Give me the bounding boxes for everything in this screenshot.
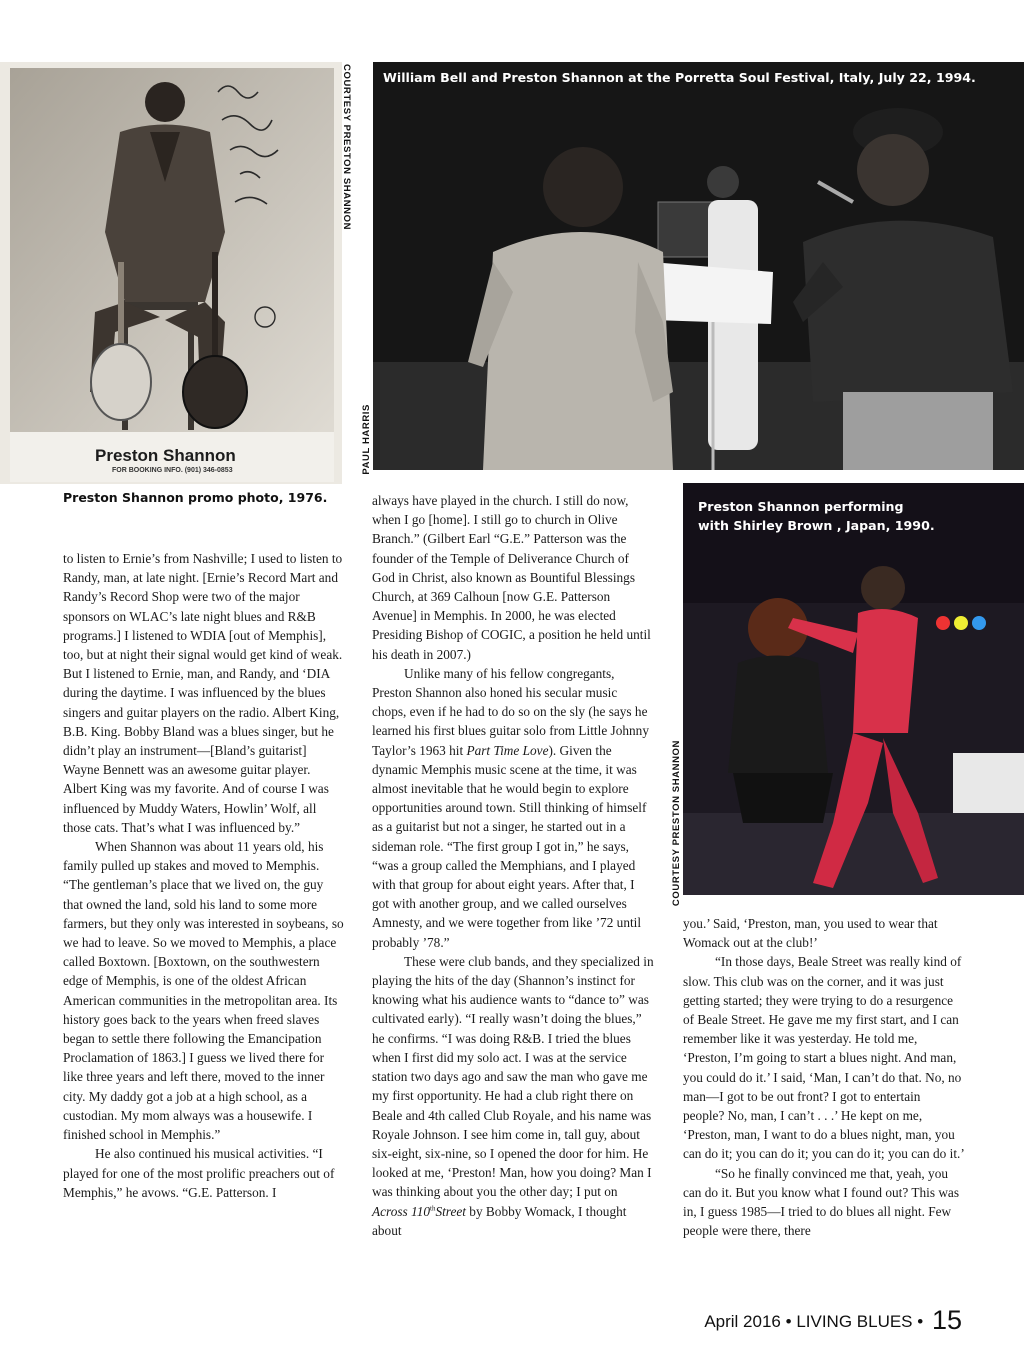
col1-paragraph: When Shannon was about 11 years old, his family pulled up stakes and moved to Memphis. “The gentleman’s place that we lived on, the guy that owned the land, sold his land to some more farmers, but they only was interested in soybeans, so we had to leave. So we moved to Memphis, a place called Boxtown. [Boxtown, on the southwestern edge of Memphis, is one of the oldest African American communities in the metropolitan area. Its history goes back to the years when freed slaves began to settle there following the Emancipation Proclamation of 1863.] I guess we lived there for like three years and left there, moved to the inner city. My daddy got a job at a high school, as a custodian. My mom always was a housewife. I finished school in Memphis.”: [63, 839, 344, 1143]
japan-photo-credit: COURTESY PRESTON SHANNON: [671, 740, 682, 907]
col2-paragraph: always have played in the church. I still do now, when I go [home]. I still go to church in Olive Branch.” (Gilbert Earl “G.E.” Patterson was the founder of the Temple of Deliverance Church of God in Christ, also known as Bountiful Blessings Church, at 369 Calhoun [now G.E. Patterson Avenue] in Memphis. In 2000, he was elected Presiding Bishop of COGIC, a position he held until his death in 2007.): [372, 493, 651, 662]
col1-paragraph: to listen to Ernie’s from Nashville; I used to listen to Randy, man, at late night. [Ernie’s Record Mart and Randy’s Record Shop were two of the major sponsors on WLAC’s late night blues and R&B programs.] I listened to WDIA [out of Memphis], too, but at night their signal would get kind of weak. But I listened to Ernie, man, and Randy, and ‘DIA during the daytime. I was influenced by the blues singers and guitar players on the radio. Albert King, B.B. King. Bobby Bland was a blues singer, but he didn’t play an instrument—[Bland’s guitarist] Wayne Bennett was an awesome guitar player. Albert King was my favorite. And of course I was influenced by Muddy Waters, Howlin’ Wolf, all those cats. That’s what I was influenced by.”: [63, 551, 343, 835]
page-number: 15: [931, 1305, 962, 1335]
col3-paragraph: “So he finally convinced me that, yeah, you can do it. But you know what I found out? This was in, I guess 1985—I tried to do blues all night. Few people were there, there: [683, 1165, 960, 1239]
song-title-across-110th: Across 110: [372, 1203, 430, 1219]
song-title-street: Street: [435, 1203, 466, 1219]
japan-photo-caption-line2: with Shirley Brown , Japan, 1990.: [698, 518, 935, 533]
song-title-part-time-love: Part Time Love: [466, 742, 549, 758]
japan-photo: [683, 483, 1024, 895]
issue-date: April 2016: [704, 1312, 781, 1331]
col3-paragraph: “In those days, Beale Street was really kind of slow. This club was on the corner, and it was just getting started; they were trying to do a resurgence of Beale Street. He gave me my first start, and I can remember like it was yesterday. He told me, ‘Preston, I’m going to start a blues night. And man, you could do it.’ I said, ‘Man, I can’t do that. No, no man—I got to be out front? I got to entertain people? No, man, I can’t . . .’ He kept on me, ‘Preston, man, I want to do a blues night, man, you can do it; you can do it; you can do it; you can do it.’: [683, 954, 965, 1162]
col2-text: Unlike many of his fellow congregants, Preston Shannon also honed his secular music chops, even if he had to do so on the sly (he says he learned his first blues guitar solo from Little Johnny Taylor’s 1963 hit: [372, 665, 649, 758]
col2-paragraph: [372, 664, 654, 952]
footer-bullet: •: [917, 1312, 924, 1331]
porretta-photo-credit: PAUL HARRIS: [361, 404, 372, 475]
magazine-name: LIVING BLUES: [796, 1312, 913, 1331]
col2-text: These were club bands, and they specialized in playing the hits of the day (Shannon’s instinct for knowing what his audience wants to “dance to” was cultivated early). “I really wasn’t doing the blues,” he confirms. “I was doing R&B. I tried the blues when I first did my solo act. I was at the service station two days ago and saw the man who gave me my first opportunity. He had a club right there on Beale and 4th called Club Royale, and his name was Royale Johnson. I see him come in, tall guy, about six-eight, six-nine, so I opened the door for him. He looked at me, ‘Preston! Man, how you doing? Man I was thinking about you the other day; I put on: [372, 953, 654, 1200]
porretta-photo: [373, 62, 1024, 470]
col2-text: by Bobby Womack, I thought about: [372, 1203, 627, 1238]
promo-photo-drawing: [0, 62, 342, 484]
porretta-photo-drawing: [373, 62, 1024, 470]
col3-paragraph: you.’ Said, ‘Preston, man, you used to wear that Womack out at the club!’: [683, 916, 938, 951]
article-column-1: [63, 549, 345, 1202]
article-column-3: [683, 914, 965, 1240]
promo-photo-credit: COURTESY PRESTON SHANNON: [341, 64, 352, 231]
japan-photo-caption-line1: Preston Shannon performing: [698, 499, 904, 514]
col1-paragraph: He also continued his musical activities. “I played for one of the most prolific preachers out of Memphis,” he avows. “G.E. Patterson. I: [63, 1146, 335, 1200]
promo-photo: [0, 62, 342, 484]
promo-card-booking: FOR BOOKING INFO. (901) 346-0853: [112, 467, 233, 474]
promo-card-name: Preston Shannon: [95, 446, 236, 465]
porretta-photo-caption: William Bell and Preston Shannon at the Porretta Soul Festival, Italy, July 22, 1994.: [383, 70, 976, 85]
ordinal-suffix: th: [430, 1204, 436, 1213]
footer-bullet: •: [785, 1312, 792, 1331]
article-column-2: [372, 491, 654, 1240]
col2-text: ). Given the dynamic Memphis music scene at the time, it was almost inevitable that he would begin to explore opportunities around town. Still thinking of himself as a guitarist but not a singer, he started out in a sideman role. “The first group I got in,” he says, “was a group called the Memphians, and I played with that group for about eight years. After that, I got with another group, and we called ourselves Amnesty, and we were together from like ’72 until probably ’78.”: [372, 742, 647, 950]
page-footer: [704, 1305, 962, 1336]
promo-photo-caption: Preston Shannon promo photo, 1976.: [63, 490, 328, 505]
col2-paragraph: [372, 952, 654, 1240]
japan-photo-drawing: [683, 483, 1024, 895]
